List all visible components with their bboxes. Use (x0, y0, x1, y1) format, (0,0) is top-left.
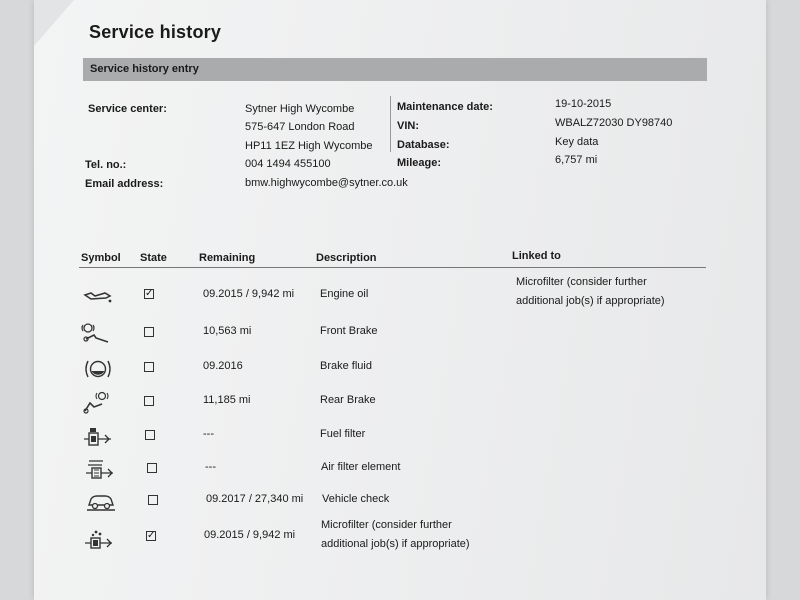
state-checkbox[interactable]: ✓ (147, 530, 156, 541)
remaining-cell: 09.2015 / 9,942 mi (204, 529, 296, 541)
col-header-remaining: Remaining (199, 252, 256, 264)
engine-oil-icon (83, 284, 113, 308)
remaining-cell: 09.2017 / 27,340 mi (206, 493, 304, 505)
state-checkbox[interactable] (144, 327, 154, 337)
state-checkbox[interactable]: ✓ (145, 288, 154, 299)
description-cell: Fuel filter (320, 428, 366, 440)
section-header: Service history entry (83, 58, 707, 81)
front-brake-icon (80, 322, 110, 346)
description-cell: Engine oil (320, 288, 369, 300)
fuel-filter-icon (83, 425, 113, 449)
email-value: bmw.highwycombe@sytner.co.uk (245, 177, 408, 189)
remaining-cell: 11,185 mi (203, 394, 251, 406)
table-row (0, 428, 800, 458)
database-label: Database: (397, 139, 450, 151)
service-center-label: Service center: (88, 103, 167, 115)
table-row (0, 360, 800, 390)
database-value: Key data (555, 136, 599, 148)
microfilter-icon (84, 528, 114, 552)
state-checkbox[interactable] (148, 495, 158, 505)
description-cell: Vehicle check (322, 493, 390, 505)
vehicle-check-icon (86, 490, 116, 514)
tel-label: Tel. no.: (85, 159, 127, 171)
state-checkbox[interactable] (147, 463, 157, 473)
folded-corner (34, 0, 74, 46)
description-cell: Front Brake (320, 325, 378, 337)
table-row (0, 461, 800, 491)
col-header-symbol: Symbol (81, 252, 121, 264)
vin-label: VIN: (397, 120, 419, 132)
page-title: Service history (89, 22, 222, 42)
description-cell: Microfilter (consider further additional job(s) if appropriate) (321, 519, 470, 550)
table-row (0, 276, 800, 317)
maintenance-date-label: Maintenance date: (397, 101, 493, 113)
tel-value: 004 1494 455100 (245, 158, 331, 170)
header-rule (79, 267, 706, 268)
table-row (0, 325, 800, 355)
email-label: Email address: (85, 178, 164, 190)
description-cell: Brake fluid (320, 360, 372, 372)
info-divider (390, 96, 391, 152)
remaining-cell: 10,563 mi (203, 325, 252, 337)
service-center-line1: Sytner High Wycombe (245, 103, 355, 115)
mileage-value: 6,757 mi (555, 154, 598, 166)
state-checkbox[interactable] (145, 430, 155, 440)
description-cell: Rear Brake (320, 394, 376, 406)
remaining-cell: 09.2015 / 9,942 mi (203, 288, 295, 300)
mileage-label: Mileage: (397, 157, 442, 169)
linked-to-cell: Microfilter (consider further additional job(s) if appropriate) (516, 276, 665, 307)
col-header-state: State (140, 252, 167, 264)
maintenance-date-value: 19-10-2015 (555, 98, 612, 110)
state-checkbox[interactable] (144, 362, 154, 372)
service-center-line2: 575-647 London Road (245, 121, 355, 133)
remaining-cell: 09.2016 (203, 360, 243, 372)
table-row (0, 519, 800, 561)
vin-value: WBALZ72030 DY98740 (555, 117, 673, 129)
rear-brake-icon (82, 391, 112, 415)
table-row (0, 394, 800, 424)
col-header-linked-to: Linked to (512, 250, 561, 262)
remaining-cell: --- (203, 428, 214, 440)
state-checkbox[interactable] (144, 396, 154, 406)
remaining-cell: --- (205, 461, 216, 473)
col-header-description: Description (316, 252, 377, 264)
service-center-line3: HP11 1EZ High Wycombe (245, 140, 373, 152)
air-filter-icon (85, 458, 115, 482)
brake-fluid-icon (83, 357, 113, 381)
description-cell: Air filter element (321, 461, 401, 473)
